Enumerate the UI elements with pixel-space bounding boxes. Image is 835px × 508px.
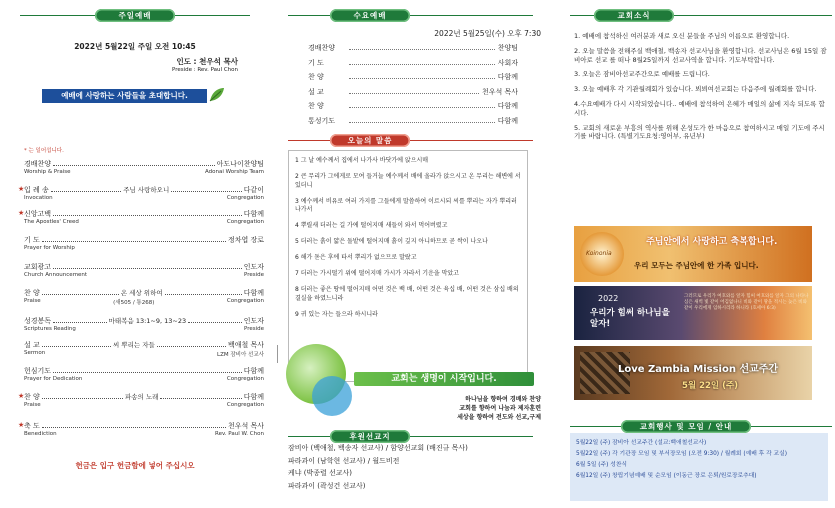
- order-title-en: Praise: [24, 402, 41, 408]
- wednesday-order-item: [308, 72, 518, 87]
- event-item: 5월22일 (주) 각 기관장 모임 및 부서장모임 (오전 9:30) / 월례회 (예배 후 각 교실): [576, 451, 787, 457]
- card-year: 2022: [598, 294, 619, 303]
- card-date: 5월 22일 (주): [682, 381, 739, 391]
- know-god-card: [574, 286, 812, 340]
- welcome-banner: 예배에 사랑하는 사람들을 초대합니다.: [42, 89, 207, 103]
- donor-item: 잠비아 (백애철, 백송자 선교사) / 함양선교회 (배진규 목사): [288, 444, 468, 452]
- order-leader-en: Congregation: [226, 376, 264, 382]
- order-content: 파송의 노래: [125, 393, 159, 401]
- order-title-en: Scriptures Reading: [24, 326, 76, 332]
- event-item: 5월22일 (주) 잠비아 선교주간 (설교:백애철선교사): [576, 440, 707, 446]
- order-title-en: Prayer for Worship: [24, 245, 75, 251]
- order-item: [24, 235, 264, 251]
- leader-dots: [53, 264, 242, 269]
- leader-dots: [53, 161, 215, 166]
- order-content: 마태복음 13:1~9, 13~23: [108, 317, 187, 325]
- news-item: 2. 오늘 말씀을 전해주실 백애철, 백송자 선교사님을 환영합니다. 선교사님은 6월 15일 잠비아로 선교 를 떠나 8월25일까지 선교사역을 합니다. 기도부탁합니다.: [574, 46, 827, 64]
- stand-star-icon: ★: [18, 421, 25, 429]
- order-leader: 천우석 목사: [227, 422, 264, 430]
- scripture-verse: 7 더러는 가시떨기 위에 떨어지매 가시가 자라서 기운을 막았고: [295, 270, 459, 277]
- wednesday-order-item: [308, 116, 518, 131]
- leader-dots: [160, 394, 241, 399]
- order-leader: 사회자: [497, 58, 518, 67]
- order-title: 경배찬양: [308, 44, 336, 52]
- leader-dots: [349, 103, 495, 108]
- order-title: 경배찬양: [24, 160, 52, 168]
- order-title: 통성기도: [308, 116, 336, 125]
- column-divider: [277, 345, 278, 363]
- order-leader: 다함께: [243, 393, 265, 401]
- scripture-title: 오늘의 말씀: [330, 134, 410, 147]
- order-leader: 정차엽 장로: [227, 236, 264, 244]
- leader-dots: [42, 290, 119, 295]
- order-title: 찬 양: [308, 102, 324, 110]
- order-leader: 다함께: [243, 210, 264, 218]
- slogan-line: 교회를 향하여 나눔과 제자훈련: [459, 405, 541, 412]
- order-content: 씨 뿌리는 자들: [112, 341, 155, 349]
- order-leader-en: Congregation: [226, 195, 264, 201]
- stand-star-icon: ★: [18, 209, 25, 217]
- events-box: [570, 433, 828, 501]
- order-leader: 찬양팀: [497, 44, 518, 52]
- order-leader-en: Congregation: [226, 219, 264, 225]
- donors-title: 후원선교지: [330, 430, 410, 443]
- order-leader-en: Adonai Worship Team: [204, 169, 264, 175]
- stand-star-icon: ★: [18, 392, 25, 400]
- order-title: 찬 양: [308, 73, 324, 81]
- slogan: 교회는 생명이 시작입니다.: [354, 372, 534, 386]
- order-leader-en: Congregation: [226, 402, 264, 408]
- order-title-en: Invocation: [24, 195, 53, 201]
- leader-dots: [349, 118, 495, 123]
- order-title-en: Prayer for Dedication: [24, 376, 83, 382]
- scripture-verse: 5 더러는 흙이 얇은 돌밭에 떨어지매 흙이 깊지 아니하므로 곧 싹이 나오나: [295, 238, 488, 245]
- news-item: 3. 오늘은 잠비아선교주간으로 예배를 드립니다.: [574, 70, 710, 79]
- divider: [288, 140, 533, 141]
- order-leader: 다함께: [497, 116, 518, 125]
- leader-dots: [349, 74, 495, 79]
- globe-graphic: [312, 376, 352, 416]
- leader-dots: [51, 187, 121, 192]
- leader-dots: [42, 394, 123, 399]
- order-leader-en: Preside: [243, 272, 264, 278]
- slogan-line: 하나님을 향하여 경배와 찬양: [465, 396, 541, 403]
- order-title: 교회광고: [24, 263, 52, 271]
- order-leader: 다함께: [497, 73, 518, 81]
- order-leader-en: LZM 잠비아 선교사: [217, 352, 264, 358]
- donor-item: 파라과이 (남학현 선교사) / 월드비전: [288, 456, 400, 465]
- order-item: [24, 340, 264, 358]
- card-subheading: 우리 모두는 주님안에 한 가족 입니다.: [634, 261, 759, 270]
- order-title: 축 도: [24, 422, 40, 430]
- order-leader: 인도자: [243, 263, 264, 271]
- order-item: [24, 262, 264, 278]
- order-content-sub: (새505 / 통268): [113, 300, 155, 306]
- leader-dots: [349, 60, 495, 65]
- sunday-worship-column: [0, 0, 270, 508]
- stand-note: * 는 일어섭니다.: [24, 148, 64, 154]
- order-leader-en: Congregation: [226, 298, 264, 304]
- scripture-verse: 2 큰 무리가 그에게로 모여 들거늘 예수께서 배에 올라가 앉으시고 온 무리는 해변에 서 있더니: [295, 173, 521, 189]
- order-item: [18, 392, 265, 408]
- card-heading: 주님안에서 사랑하고 축복합니다.: [646, 237, 778, 247]
- leaf-icon: [207, 85, 227, 105]
- leader-dots: [53, 368, 242, 373]
- news-item: 5. 교회의 새로운 부흥의 역사를 위해 온성도가 한 마음으로 참여하시고 매일 기도에 주시기를 바랍니다. (특별기도요청:영어부, 유년부): [574, 123, 825, 141]
- slogan-line: 세상을 향하여 전도와 선교,구제: [457, 414, 541, 421]
- leader-dots: [157, 342, 226, 347]
- order-leader: 아도나이찬양팀: [216, 160, 264, 168]
- order-leader-en: Rev. Paul W. Chon: [215, 431, 264, 437]
- order-leader: 백애철 목사: [227, 341, 265, 349]
- divider: [288, 436, 533, 437]
- order-item: [24, 288, 264, 306]
- order-title: 설 교: [24, 341, 40, 349]
- order-title-en: The Apostles' Creed: [24, 219, 79, 225]
- scripture-verse: 6 해가 돋은 후에 타서 뿌리가 없으므로 말랐고: [295, 254, 417, 261]
- order-leader: 다함께: [243, 367, 264, 375]
- order-leader: 다함께: [243, 289, 265, 297]
- leader-dots: [165, 290, 242, 295]
- leader-dots: [42, 342, 111, 347]
- sunday-title: 주일예배: [95, 9, 175, 22]
- order-title: 찬 양: [24, 393, 40, 401]
- order-item: [18, 185, 265, 201]
- news-item: 1. 예배에 참석하신 여러분과 새로 오신 분들을 주님의 이름으로 환영합니다.: [574, 32, 790, 40]
- order-title-en: Praise: [24, 298, 41, 304]
- leader-dots: [42, 423, 226, 428]
- news-column: [566, 0, 835, 508]
- order-leader: 다같이: [243, 186, 265, 194]
- order-leader: 천우석 목사: [481, 87, 518, 96]
- order-content: 온 세상 위하여: [120, 289, 163, 297]
- news-list: [574, 32, 828, 147]
- divider: [288, 15, 533, 16]
- order-item: [18, 209, 264, 225]
- scripture-verse: 8 더러는 좋은 땅에 떨어지매 어떤 것은 백 배, 어떤 것은 육십 배, 어떤 것은 삼십 배의 결실을 하였느니라: [295, 286, 519, 302]
- koinonia-card: [574, 226, 812, 282]
- order-title: 기 도: [308, 58, 324, 67]
- stand-star-icon: ★: [18, 185, 25, 193]
- order-item: [24, 159, 264, 175]
- order-item: [24, 366, 264, 382]
- donors-list: [288, 442, 528, 492]
- wednesday-order-item: [308, 87, 518, 102]
- wednesday-order-item: [308, 58, 518, 73]
- order-title-en: Worship & Praise: [24, 169, 71, 175]
- leader-dots: [349, 45, 495, 50]
- order-title-en: Benediction: [24, 431, 57, 437]
- scripture-verse: 1 그 날 예수께서 집에서 나가사 바닷가에 앉으시매: [295, 157, 429, 164]
- news-title: 교회소식: [594, 9, 674, 22]
- leader-dots: [188, 318, 242, 323]
- news-item: 4.수요예배가 다시 시작되었습니다.. 예배에 참석하여 은혜가 매일의 삶에 지속 되도록 합시다.: [574, 99, 825, 117]
- wednesday-order-item: [308, 101, 518, 116]
- order-title: 성경봉독: [24, 317, 52, 325]
- sunday-leader-en: Preside : Rev. Paul Chon: [171, 67, 238, 73]
- card-heading: Love Zambia Mission 선교주간: [618, 364, 779, 375]
- leader-dots: [42, 237, 226, 242]
- wednesday-title: 수요예배: [330, 9, 410, 22]
- order-leader: 다함께: [497, 102, 518, 110]
- donor-item: 케냐 (박종렬 선교사): [288, 469, 353, 477]
- order-item: [24, 316, 264, 332]
- card-heading: 우리가 힘써 하나님을 알자!: [590, 308, 670, 329]
- leader-dots: [349, 89, 479, 94]
- order-title: 신앙고백: [24, 210, 52, 218]
- wednesday-date: 2022년 5월25일(수) 오후 7:30: [434, 29, 541, 38]
- order-leader-en: Preside: [243, 326, 264, 332]
- order-title: 찬 양: [24, 289, 40, 297]
- middle-column: [282, 0, 547, 508]
- leader-dots: [171, 187, 241, 192]
- order-title-en: Sermon: [24, 350, 46, 356]
- wednesday-order: [308, 43, 518, 130]
- events-title: 교회행사 및 모임 / 안내: [621, 420, 751, 433]
- church-slogan-banner: [282, 336, 547, 428]
- order-title: 입 례 송: [24, 186, 49, 194]
- scripture-verse: 9 귀 있는 자는 들으라 하시니라: [295, 310, 378, 318]
- donor-item: 파라과이 (곽성건 선교사): [288, 481, 366, 490]
- order-item: [18, 421, 264, 437]
- logo-text: Koinonia: [586, 250, 612, 257]
- order-title: 기 도: [24, 236, 40, 244]
- sunday-date: 2022년 5월22일 주일 오전 10:45: [74, 42, 196, 51]
- order-title-en: Church Announcement: [24, 272, 88, 278]
- order-title: 헌심기도: [24, 367, 52, 375]
- order-title: 설 교: [308, 87, 324, 96]
- wednesday-order-item: [308, 43, 518, 58]
- leader-dots: [53, 318, 107, 323]
- scripture-verse: 3 예수께서 비유로 여러 가지를 그들에게 말씀하여 이르시되 씨를 뿌리는 자가 뿌리러 나가서: [295, 197, 517, 213]
- order-leader: 인도자: [243, 317, 264, 325]
- event-item: 6월12일 (주) 창립기념예배 및 순모임 (이동근 장로 은퇴/원로장로추대): [576, 473, 757, 479]
- zambia-mission-card: [574, 346, 812, 400]
- card-verse: 그러므로 우리가 여호와를 알자 힘써 여호와를 알자 그의 나타나심은 새벽 빛 같이 어김없나니 비와 같이 땅을 적시는 늦은 비와 같이 우리에게 임하시리라 하니라 (호세아 6:3): [684, 294, 809, 312]
- offering-notice: 헌금은 입구 헌금함에 넣어 주십시오: [75, 461, 195, 470]
- order-content: 주님 사랑하오니: [123, 186, 170, 194]
- leader-dots: [53, 211, 242, 216]
- sunday-leader: 인도 : 천우석 목사: [176, 57, 238, 66]
- event-item: 6월 5일 (주) 성찬식: [576, 462, 628, 468]
- scripture-verse: 4 뿌릴새 더러는 길 가에 떨어지매 새들이 와서 먹어버렸고: [295, 222, 448, 229]
- news-item: 3. 오늘 예배후 각 기관월례회가 있습니다. 뵈뵈여선교회는 다음주에 월례회를 합니다.: [574, 85, 817, 94]
